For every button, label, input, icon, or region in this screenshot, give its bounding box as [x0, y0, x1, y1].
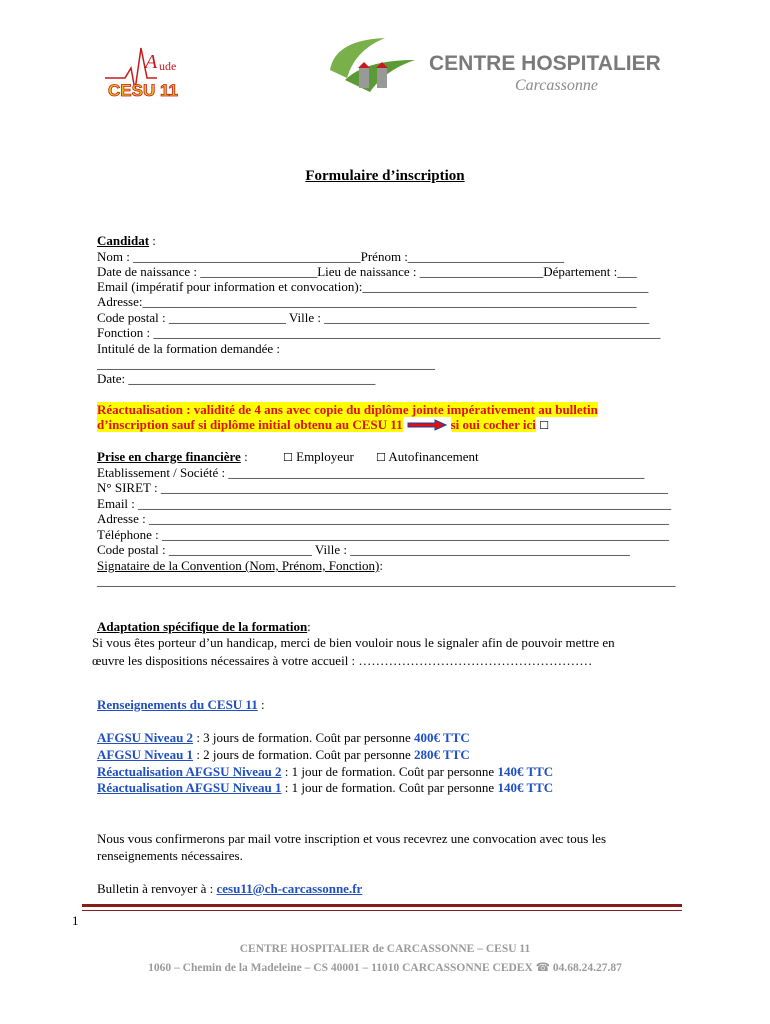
page-number: 1: [72, 913, 79, 928]
cesu-text: CESU 11: [108, 81, 178, 100]
tarif-item: [97, 747, 470, 762]
date-field[interactable]: Date: ______________________________________: [97, 371, 376, 386]
tarif-item-desc: : 3 jours de formation. Coût par personne: [193, 730, 415, 745]
financement-adresse-field[interactable]: Adresse : ________________________________________________________________________________: [97, 511, 669, 526]
tarif-item-desc: : 2 jours de formation. Coût par personne: [193, 747, 415, 762]
option-employeur[interactable]: [283, 449, 354, 465]
tarif-item-price: 400€ TTC: [414, 730, 470, 745]
renseignements-heading-link[interactable]: Renseignements du CESU 11: [97, 697, 258, 712]
ch-line2: Carcassonne: [515, 77, 598, 94]
confirmation-text-1: Nous vous confirmerons par mail votre inscription et vous recevrez une convocation avec tous les: [97, 831, 607, 846]
tarif-item-price: 140€ TTC: [497, 764, 554, 779]
footer-phone: 04.68.24.27.87: [552, 962, 622, 974]
bulletin-line: [97, 881, 362, 896]
email-field[interactable]: Email (impératif pour information et convocation):____________________________________________: [97, 279, 649, 294]
arrow-right-icon: [407, 419, 447, 434]
cesu-aude-logo: [105, 38, 215, 100]
financement-heading-label: Prise en charge financière: [97, 449, 241, 464]
confirmation-text-2: renseignements nécessaires.: [97, 848, 243, 863]
telephone-field[interactable]: Téléphone : ______________________________________________________________________________: [97, 527, 669, 542]
tarif-item-link[interactable]: AFGSU Niveau 2: [97, 730, 194, 745]
reactualisation-text-2: d’inscription sauf si diplôme initial obtenu au CESU 11: [97, 417, 403, 432]
adaptation-text-1: Si vous êtes porteur d’un handicap, merci de bien vouloir nous le signaler afin de pouvoir mettre en: [92, 635, 615, 650]
bulletin-email-link[interactable]: cesu11@ch-carcassonne.fr: [216, 881, 363, 896]
adaptation-heading: [97, 619, 311, 634]
candidat-heading: [97, 233, 156, 248]
financement-heading-colon: :: [240, 449, 248, 464]
tarif-item-link[interactable]: Réactualisation AFGSU Niveau 1: [97, 780, 282, 795]
adaptation-text-2: œuvre les dispositions nécessaires à votre accueil : ………………………………………………: [92, 653, 593, 668]
page-title: Formulaire d’inscription: [305, 168, 465, 184]
signataire-colon: :: [379, 558, 383, 573]
bulletin-label: Bulletin à renvoyer à :: [97, 881, 217, 896]
reactualisation-text-3: si oui cocher ici: [450, 417, 536, 432]
footer-divider-thin: [82, 910, 682, 911]
employeur-label: Employeur: [296, 449, 354, 464]
adaptation-heading-label: Adaptation spécifique de la formation: [97, 619, 308, 634]
autofinancement-label: Autofinancement: [388, 449, 479, 464]
reactualisation-text-1: Réactualisation : validité de 4 ans avec copie du diplôme jointe impérativement au bulletin: [97, 402, 598, 417]
candidat-heading-label: Candidat: [97, 233, 150, 248]
aude-text: ude: [159, 59, 177, 73]
reactualisation-checkbox[interactable]: ☐: [539, 419, 550, 432]
reactualisation-notice-line1: [97, 402, 598, 417]
adaptation-heading-colon: :: [307, 619, 311, 634]
naissance-field[interactable]: Date de naissance : __________________Lieu de naissance : ___________________Département :___: [97, 264, 637, 279]
footer-line2: [0, 960, 770, 974]
tarif-item: [97, 780, 553, 795]
formation-field[interactable]: ____________________________________________________: [97, 356, 435, 371]
financement-cp-ville-field[interactable]: Code postal : ______________________ Ville : ___________________________________________: [97, 542, 630, 557]
etablissement-field[interactable]: Etablissement / Société : ________________________________________________________________: [97, 465, 645, 480]
tarif-item: [97, 730, 470, 745]
financement-heading: [97, 449, 248, 464]
ch-line1: CENTRE HOSPITALIER: [429, 52, 661, 75]
tarif-item-link[interactable]: AFGSU Niveau 1: [97, 747, 194, 762]
reactualisation-notice-line2: [97, 417, 549, 434]
tarif-item: [97, 764, 553, 779]
footer-divider: [82, 904, 682, 907]
renseignements-heading: [97, 697, 265, 712]
tarif-item-desc: : 1 jour de formation. Coût par personne: [281, 780, 498, 795]
renseignements-heading-colon: :: [257, 697, 265, 712]
siret-field[interactable]: N° SIRET : ______________________________________________________________________________: [97, 480, 668, 495]
tarif-item-desc: : 1 jour de formation. Coût par personne: [281, 764, 498, 779]
fonction-field[interactable]: Fonction : ______________________________________________________________________________: [97, 325, 661, 340]
signataire-label: [97, 558, 383, 573]
autofinancement-checkbox[interactable]: ☐: [376, 451, 386, 464]
signataire-label-text: Signataire de la Convention (Nom, Prénom, Fonction): [97, 558, 380, 573]
signataire-field[interactable]: _________________________________________________________________________________________: [97, 573, 676, 588]
candidat-heading-colon: :: [149, 233, 156, 248]
centre-hospitalier-logo: [325, 30, 695, 100]
aude-initial: A: [145, 51, 158, 73]
tarif-item-price: 140€ TTC: [497, 780, 554, 795]
code-postal-ville-field[interactable]: Code postal : __________________ Ville : __________________________________________________: [97, 310, 650, 325]
tarif-item-price: 280€ TTC: [414, 747, 470, 762]
employeur-checkbox[interactable]: ☐: [283, 451, 293, 464]
option-autofinancement[interactable]: [376, 449, 479, 465]
adresse-field[interactable]: Adresse:____________________________________________________________________________: [97, 294, 637, 309]
financement-email-field[interactable]: Email : __________________________________________________________________________________: [97, 496, 672, 511]
formation-label: Intitulé de la formation demandée :: [97, 341, 281, 356]
footer-address: 1060 – Chemin de la Madeleine – CS 40001 – 11010 CARCASSONNE CEDEX: [148, 962, 533, 974]
tarif-item-link[interactable]: Réactualisation AFGSU Niveau 2: [97, 764, 282, 779]
phone-icon: ☎: [535, 960, 550, 974]
footer-line1: CENTRE HOSPITALIER de CARCASSONNE – CESU 11: [239, 943, 531, 955]
nom-field[interactable]: Nom : ___________________________________Prénom :________________________: [97, 249, 564, 264]
